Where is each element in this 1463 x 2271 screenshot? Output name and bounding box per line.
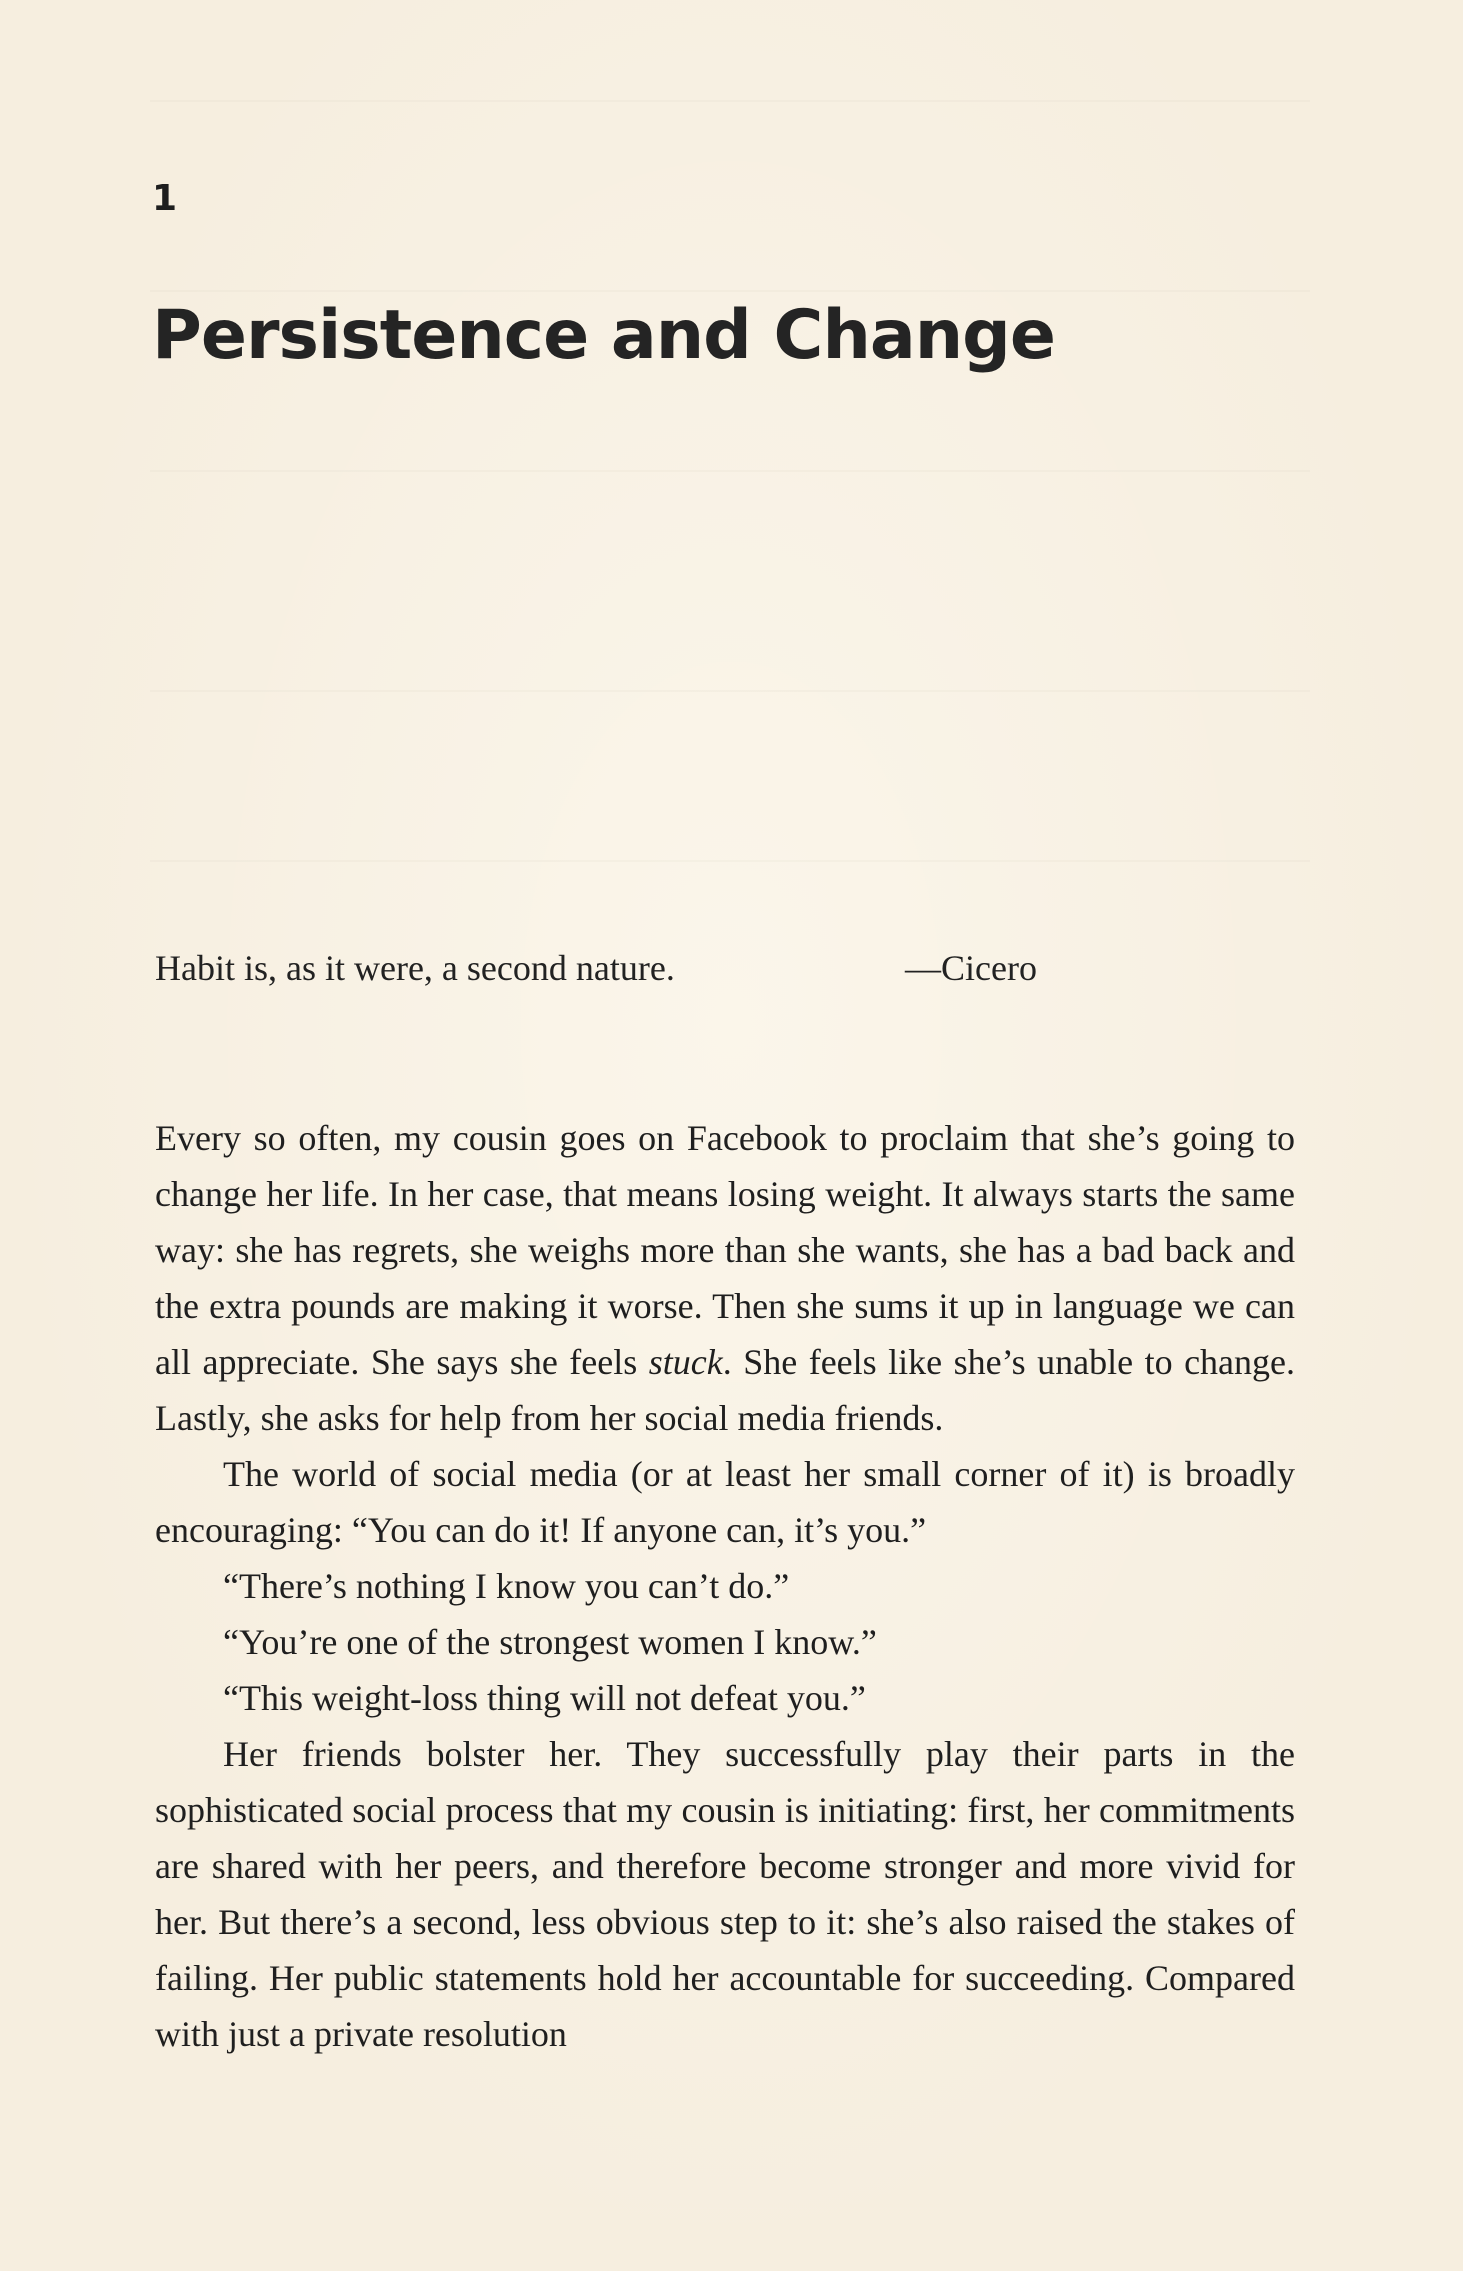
epigraph-quote: Habit is, as it were, a second nature. (155, 948, 675, 988)
bleed-through-line (150, 690, 1310, 692)
bleed-through-line (150, 860, 1310, 862)
bleed-through-line (150, 100, 1310, 102)
paragraph (155, 1110, 1295, 1446)
paragraph-text: . She feels like she’s unable to change. Lastly, she asks for help from her social media friends. (155, 1342, 1296, 1438)
chapter-title: Persistence and Change (152, 296, 1055, 375)
quote-line: “This weight-loss thing will not defeat you.” (223, 1678, 866, 1718)
bleed-through-line (150, 470, 1310, 472)
paragraph: The world of social media (or at least her small corner of it) is broadly encouraging: “You can do it! If anyone can, it’s you.” (155, 1454, 1295, 1550)
quote-line: “You’re one of the strongest women I know.” (223, 1622, 877, 1662)
epigraph-attribution: —Cicero (905, 948, 1037, 988)
chapter-number: 1 (152, 178, 178, 219)
emphasized-word: stuck (648, 1342, 723, 1382)
paragraph-text: Every so often, my cousin goes on Facebook to proclaim that she’s going to change her life. In her case, that means losing weight. It always starts the same way: she has regrets, she weighs more than she wants, she has a bad back and the extra pounds are making it worse. Then she sums it up in language we can all appreciate. She says she feels (155, 1118, 1295, 1382)
paragraph: Her friends bolster her. They successfully play their parts in the sophisticated social process that my cousin is initiating: first, her commitments are shared with her peers, and therefore become stronger and more vivid for her. But there’s a second, less obvious step to it: she’s also raised the stakes of failing. Her public statements hold her accountable for succeeding. Compared with just a private resolution (155, 1734, 1295, 2054)
quote-line: “There’s nothing I know you can’t do.” (223, 1566, 790, 1606)
bleed-through-line (150, 290, 1310, 292)
chapter-body (155, 1110, 1295, 2062)
